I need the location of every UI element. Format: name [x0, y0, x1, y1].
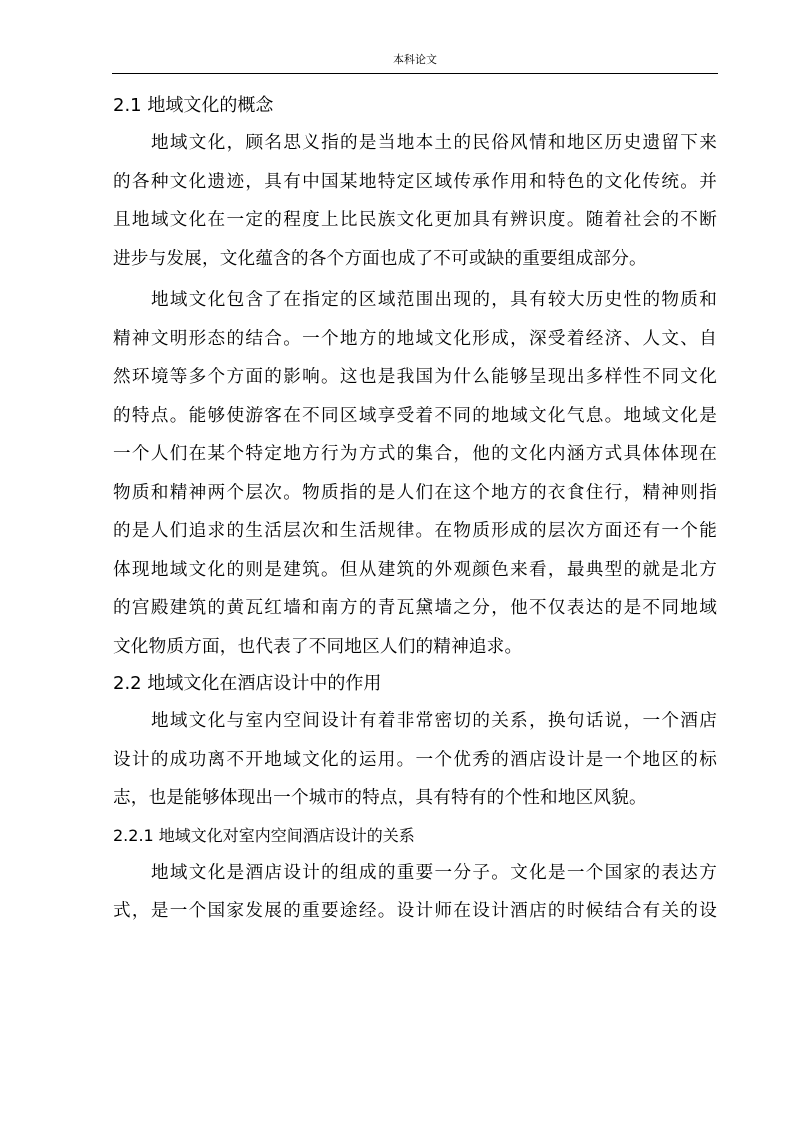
text-line: 体现地域文化的则是建筑。但从建筑的外观颜色来看，最典型的就是北方 — [113, 559, 717, 580]
text-line: 的宫殿建筑的黄瓦红墙和南方的青瓦黛墙之分，他不仅表达的是不同地域 — [113, 598, 717, 618]
paragraph — [113, 281, 717, 666]
text-line: 精神文明形态的结合。一个地方的地域文化形成，深受着经济、人文、自 — [113, 328, 717, 349]
text-line: 地域文化包含了在指定的区域范围出现的，具有较大历史性的物质和 — [151, 290, 717, 310]
text-line: 地域文化，顾名思义指的是当地本土的民俗风情和地区历史遗留下来 — [151, 133, 717, 153]
section-heading-2-2-1: 2.2.1 地域文化对室内空间酒店设计的关系 — [113, 825, 415, 845]
text-line: 地域文化与室内空间设计有着非常密切的关系，换句话说，一个酒店 — [151, 711, 717, 731]
text-line: 设计的成功离不开地域文化的运用。一个优秀的酒店设计是一个地区的标 — [113, 749, 717, 770]
text-line: 的各种文化遗迹，具有中国某地特定区域传承作用和特色的文化传统。并 — [113, 171, 717, 192]
text-line: 式，是一个国家发展的重要途经。设计师在设计酒店的时候结合有关的设 — [113, 901, 717, 921]
section-heading-2-2: 2.2 地域文化在酒店设计中的作用 — [113, 673, 382, 694]
text-line: 然环境等多个方面的影响。这也是我国为什么能够呈现出多样性不同文化 — [113, 367, 717, 387]
text-line: 且地域文化在一定的程度上比民族文化更加具有辨识度。随着社会的不断 — [113, 210, 717, 230]
text-line: 进步与发展，文化蕴含的各个方面也成了不可或缺的重要组成部分。 — [113, 248, 647, 269]
text-line: 的特点。能够使游客在不同区域享受着不同的地域文化气息。地域文化是 — [113, 405, 717, 426]
text-line: 志，也是能够体现出一个城市的特点，具有特有的个性和地区风貌。 — [113, 788, 647, 808]
text-line: 一个人们在某个特定地方行为方式的集合，他的文化内涵方式具体体现在 — [113, 444, 717, 464]
document-body — [113, 88, 717, 931]
running-header: 本科论文 — [393, 53, 437, 66]
text-line: 物质和精神两个层次。物质指的是人们在这个地方的衣食住行，精神则指 — [113, 482, 717, 503]
text-line: 文化物质方面，也代表了不同地区人们的精神追求。 — [113, 636, 523, 657]
paragraph — [113, 854, 717, 931]
header-rule — [112, 73, 718, 74]
section-heading-2-1: 2.1 地域文化的概念 — [113, 95, 274, 116]
paragraph — [113, 124, 717, 278]
text-line: 地域文化是酒店设计的组成的重要一分子。文化是一个国家的表达方 — [151, 862, 717, 883]
paragraph — [113, 702, 717, 818]
text-line: 的是人们追求的生活层次和生活规律。在物质形成的层次方面还有一个能 — [113, 521, 717, 541]
